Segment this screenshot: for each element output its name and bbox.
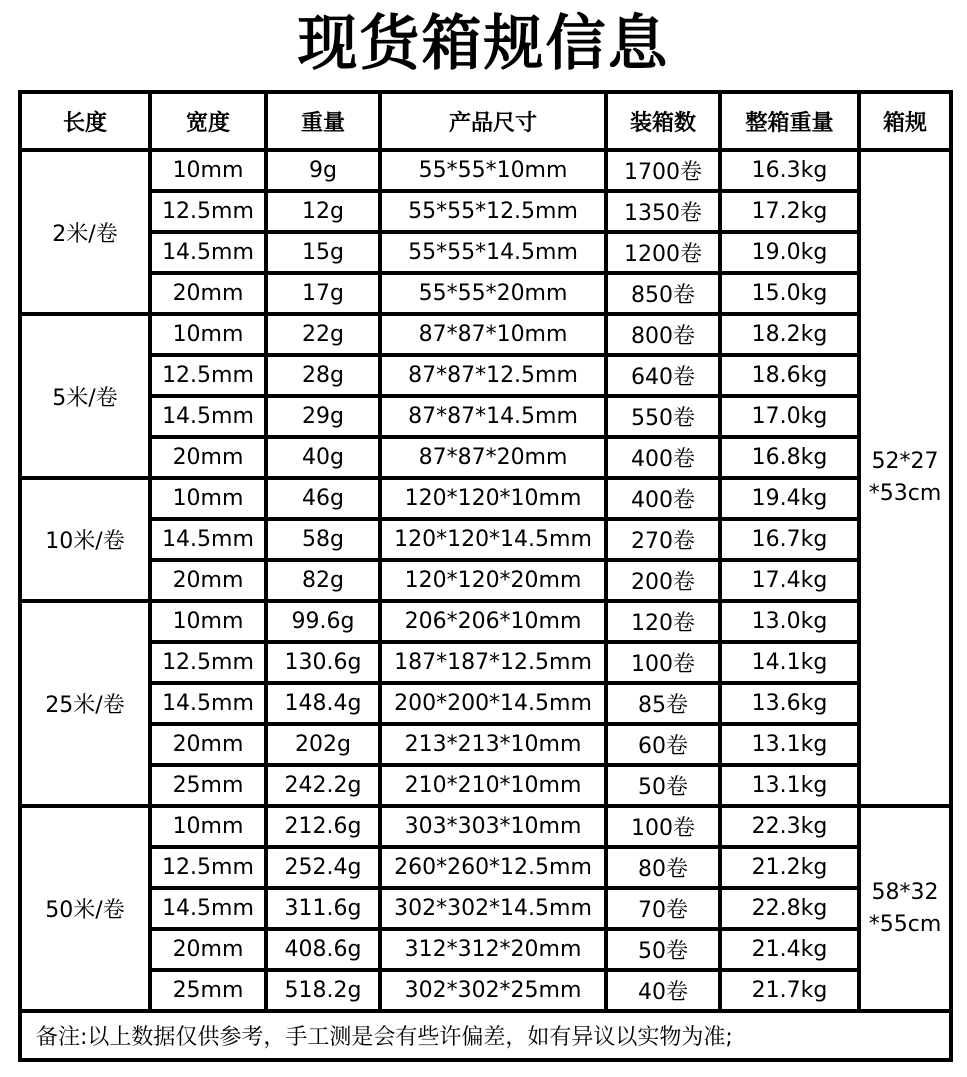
spec-table [18, 90, 953, 1062]
weight-cell: 212.6g [266, 806, 380, 847]
length-cell: 10米/卷 [20, 478, 150, 601]
width-cell: 10mm [150, 150, 266, 191]
weight-cell: 22g [266, 314, 380, 355]
weight-cell: 29g [266, 396, 380, 437]
table-row [20, 355, 951, 396]
box-weight-cell: 18.2kg [720, 314, 859, 355]
header-length: 长度 [20, 92, 150, 150]
size-cell: 120*120*20mm [380, 560, 606, 601]
weight-cell: 252.4g [266, 847, 380, 888]
box-spec-line: *55cm [868, 911, 942, 937]
width-cell: 12.5mm [150, 847, 266, 888]
box-weight-cell: 13.6kg [720, 683, 859, 724]
box-weight-cell: 13.1kg [720, 765, 859, 806]
table-row [20, 232, 951, 273]
qty-cell: 1700卷 [606, 150, 720, 191]
width-cell: 25mm [150, 765, 266, 806]
weight-cell: 58g [266, 519, 380, 560]
weight-cell: 408.6g [266, 929, 380, 970]
qty-cell: 85卷 [606, 683, 720, 724]
qty-cell: 1200卷 [606, 232, 720, 273]
page-title: 现货箱规信息 [297, 9, 670, 79]
width-cell: 20mm [150, 560, 266, 601]
weight-cell: 130.6g [266, 642, 380, 683]
qty-cell: 40卷 [606, 970, 720, 1011]
qty-cell: 200卷 [606, 560, 720, 601]
width-cell: 25mm [150, 970, 266, 1011]
qty-cell: 100卷 [606, 642, 720, 683]
table-row [20, 683, 951, 724]
box-weight-cell: 15.0kg [720, 273, 859, 314]
qty-cell: 640卷 [606, 355, 720, 396]
qty-cell: 850卷 [606, 273, 720, 314]
box-weight-cell: 16.3kg [720, 150, 859, 191]
size-cell: 213*213*10mm [380, 724, 606, 765]
box-weight-cell: 21.2kg [720, 847, 859, 888]
length-cell: 2米/卷 [20, 150, 150, 314]
weight-cell: 99.6g [266, 601, 380, 642]
header-width: 宽度 [150, 92, 266, 150]
weight-cell: 40g [266, 437, 380, 478]
size-cell: 312*312*20mm [380, 929, 606, 970]
box-weight-cell: 17.0kg [720, 396, 859, 437]
qty-cell: 800卷 [606, 314, 720, 355]
size-cell: 302*302*14.5mm [380, 888, 606, 929]
header-box-weight: 整箱重量 [720, 92, 859, 150]
table-row [20, 724, 951, 765]
table-row [20, 970, 951, 1011]
length-cell: 50米/卷 [20, 806, 150, 1011]
header-row [20, 92, 951, 150]
size-cell: 87*87*12.5mm [380, 355, 606, 396]
width-cell: 12.5mm [150, 355, 266, 396]
size-cell: 55*55*14.5mm [380, 232, 606, 273]
box-spec-cell [859, 150, 951, 806]
size-cell: 187*187*12.5mm [380, 642, 606, 683]
qty-cell: 400卷 [606, 478, 720, 519]
box-spec-line: 58*32 [871, 879, 939, 905]
table-row [20, 929, 951, 970]
table-row [20, 150, 951, 191]
weight-cell: 17g [266, 273, 380, 314]
width-cell: 12.5mm [150, 191, 266, 232]
box-weight-cell: 16.8kg [720, 437, 859, 478]
size-cell: 55*55*20mm [380, 273, 606, 314]
table-row [20, 560, 951, 601]
table-row [20, 601, 951, 642]
header-weight: 重量 [266, 92, 380, 150]
weight-cell: 9g [266, 150, 380, 191]
width-cell: 10mm [150, 478, 266, 519]
weight-cell: 82g [266, 560, 380, 601]
weight-cell: 12g [266, 191, 380, 232]
width-cell: 14.5mm [150, 519, 266, 560]
spec-table-wrapper [18, 90, 949, 1062]
weight-cell: 28g [266, 355, 380, 396]
width-cell: 10mm [150, 806, 266, 847]
width-cell: 14.5mm [150, 396, 266, 437]
weight-cell: 15g [266, 232, 380, 273]
width-cell: 20mm [150, 929, 266, 970]
box-weight-cell: 18.6kg [720, 355, 859, 396]
size-cell: 200*200*14.5mm [380, 683, 606, 724]
size-cell: 260*260*12.5mm [380, 847, 606, 888]
table-row [20, 888, 951, 929]
box-weight-cell: 21.4kg [720, 929, 859, 970]
size-cell: 87*87*10mm [380, 314, 606, 355]
width-cell: 14.5mm [150, 232, 266, 273]
width-cell: 10mm [150, 314, 266, 355]
qty-cell: 50卷 [606, 929, 720, 970]
table-row [20, 273, 951, 314]
box-weight-cell: 17.2kg [720, 191, 859, 232]
qty-cell: 400卷 [606, 437, 720, 478]
size-cell: 303*303*10mm [380, 806, 606, 847]
size-cell: 55*55*12.5mm [380, 191, 606, 232]
weight-cell: 148.4g [266, 683, 380, 724]
width-cell: 20mm [150, 273, 266, 314]
length-cell: 5米/卷 [20, 314, 150, 478]
width-cell: 20mm [150, 724, 266, 765]
qty-cell: 60卷 [606, 724, 720, 765]
qty-cell: 1350卷 [606, 191, 720, 232]
box-weight-cell: 19.0kg [720, 232, 859, 273]
size-cell: 302*302*25mm [380, 970, 606, 1011]
table-row [20, 396, 951, 437]
width-cell: 10mm [150, 601, 266, 642]
qty-cell: 270卷 [606, 519, 720, 560]
box-weight-cell: 16.7kg [720, 519, 859, 560]
size-cell: 87*87*20mm [380, 437, 606, 478]
table-row [20, 519, 951, 560]
table-row [20, 478, 951, 519]
size-cell: 210*210*10mm [380, 765, 606, 806]
box-weight-cell: 22.3kg [720, 806, 859, 847]
size-cell: 206*206*10mm [380, 601, 606, 642]
header-box-spec: 箱规 [859, 92, 951, 150]
qty-cell: 80卷 [606, 847, 720, 888]
size-cell: 87*87*14.5mm [380, 396, 606, 437]
width-cell: 20mm [150, 437, 266, 478]
weight-cell: 518.2g [266, 970, 380, 1011]
qty-cell: 550卷 [606, 396, 720, 437]
table-row [20, 847, 951, 888]
box-weight-cell: 21.7kg [720, 970, 859, 1011]
box-spec-line: *53cm [868, 481, 942, 506]
box-weight-cell: 13.1kg [720, 724, 859, 765]
table-row [20, 642, 951, 683]
box-weight-cell: 17.4kg [720, 560, 859, 601]
qty-cell: 70卷 [606, 888, 720, 929]
length-cell: 25米/卷 [20, 601, 150, 806]
weight-cell: 311.6g [266, 888, 380, 929]
box-spec-line: 52*27 [871, 449, 939, 474]
weight-cell: 242.2g [266, 765, 380, 806]
table-row [20, 191, 951, 232]
qty-cell: 100卷 [606, 806, 720, 847]
table-row [20, 437, 951, 478]
qty-cell: 120卷 [606, 601, 720, 642]
box-weight-cell: 13.0kg [720, 601, 859, 642]
table-row [20, 806, 951, 847]
header-pack-qty: 装箱数 [606, 92, 720, 150]
width-cell: 14.5mm [150, 888, 266, 929]
box-weight-cell: 19.4kg [720, 478, 859, 519]
box-spec-cell [859, 806, 951, 1011]
box-weight-cell: 22.8kg [720, 888, 859, 929]
weight-cell: 202g [266, 724, 380, 765]
weight-cell: 46g [266, 478, 380, 519]
header-product-size: 产品尺寸 [380, 92, 606, 150]
size-cell: 120*120*14.5mm [380, 519, 606, 560]
box-weight-cell: 14.1kg [720, 642, 859, 683]
note-text: 备注:以上数据仅供参考，手工测是会有些许偏差，如有异议以实物为准; [20, 1011, 951, 1060]
qty-cell: 50卷 [606, 765, 720, 806]
note-row [20, 1011, 951, 1060]
width-cell: 12.5mm [150, 642, 266, 683]
width-cell: 14.5mm [150, 683, 266, 724]
size-cell: 55*55*10mm [380, 150, 606, 191]
table-row [20, 765, 951, 806]
table-row [20, 314, 951, 355]
size-cell: 120*120*10mm [380, 478, 606, 519]
